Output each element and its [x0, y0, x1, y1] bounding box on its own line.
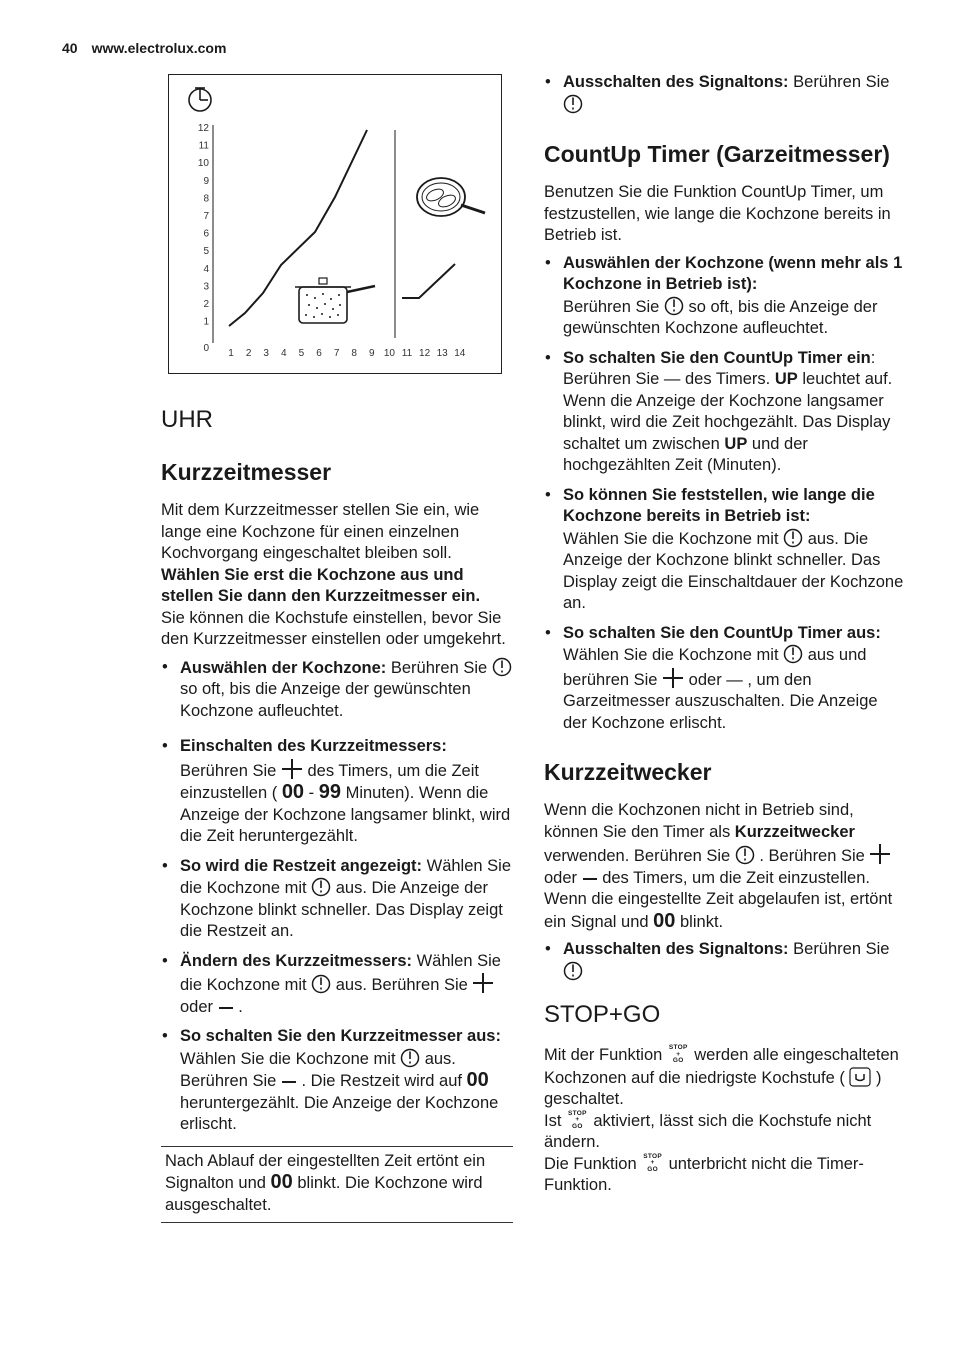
list-item: • So schalten Sie den Kurzzeitmesser aus: Wählen Sie die Kochzone mit aus. Berühren Sie . Die Restzeit wird auf 00 heruntergezählt. Die Anzeige der Kochzone erlischt.: [161, 1026, 513, 1136]
x-tick-label: 7: [333, 348, 340, 359]
paragraph: Mit der Funktion STOP + GO werden alle eingeschalteten Kochzonen auf die niedrigste Kochstufe ( ) geschaltet. Ist STOP + GO aktiviert, lässt sich die Kochstufe nicht ändern. Die Funktion STOP + GO unterbricht nicht die Timer-Funktion.: [544, 1044, 899, 1194]
paragraph: Benutzen Sie die Funktion CountUp Timer, um festzustellen, wie lange die Kochzone bereits in Betrieb ist.: [544, 183, 891, 244]
x-tick-label: 5: [298, 348, 305, 359]
stop-go-icon: STOP + GO: [643, 1152, 662, 1173]
display-digits: 99: [318, 781, 341, 803]
bullet-list: [161, 657, 513, 1136]
list-item: • So können Sie feststellen, wie lange die Kochzone bereits in Betrieb ist: Wählen Sie die Kochzone mit aus. Die Anzeige der Kochzone blinkt schneller. Das Display zeigt die Einschaltdauer der Kochzone an.: [544, 485, 904, 615]
website-link[interactable]: www.electrolux.com: [91, 40, 227, 56]
x-tick-label: 11: [401, 348, 413, 359]
section-title-kurzzeitmesser: Kurzzeitmesser: [161, 459, 332, 485]
x-tick-label: 4: [281, 348, 287, 359]
timer-touch-icon: [563, 961, 583, 981]
x-tick-label: 3: [263, 348, 269, 359]
list-item: • Ausschalten des Signaltons: Berühren Sie: [544, 939, 904, 983]
y-tick-label: 8: [203, 193, 209, 205]
timer-touch-icon: [400, 1048, 420, 1068]
x-tick-label: 6: [316, 348, 322, 359]
timer-touch-icon: [492, 657, 512, 677]
y-tick-label: 4: [203, 263, 209, 275]
y-tick-label: 6: [203, 228, 209, 240]
bullet-list: [544, 939, 904, 983]
list-item: • Auswählen der Kochzone: Berühren Sie so oft, bis die Anzeige der gewünschten Kochzone aufleuchtet.: [161, 657, 513, 723]
display-digits: 00: [466, 1069, 489, 1091]
clock-icon: [189, 88, 211, 111]
list-item: • So schalten Sie den CountUp Timer aus: Wählen Sie die Kochzone mit aus und berühren Sie oder — , um den Garzeitmesser auszuschalten. Die Anzeige der Kochzone erlischt.: [544, 623, 904, 735]
minus-icon: [218, 1000, 234, 1016]
pan-icon: [417, 178, 485, 216]
plus-icon: [281, 758, 303, 780]
x-tick-label: 10: [383, 348, 395, 359]
y-tick-label: 2: [203, 299, 209, 310]
power-curve-short: [402, 264, 455, 298]
section-title-countup: CountUp Timer (Garzeitmesser): [544, 141, 890, 167]
list-item: • Auswählen der Kochzone (wenn mehr als 1 Kochzone in Betrieb ist): Berühren Sie so oft, bis die Anzeige der gewünschten Kochzone aufleuchtet.: [544, 253, 904, 340]
timer-touch-icon: [783, 644, 803, 664]
x-tick-label: 12: [419, 348, 431, 359]
timer-touch-icon: [735, 845, 755, 865]
list-item: • Einschalten des Kurzzeitmessers: Berühren Sie des Timers, um die Zeit einzustellen ( 00 - 99 Minuten). Wenn die Anzeige der Kochzone langsamer blinkt, wird die Zeit heruntergezählt.: [161, 736, 513, 848]
note-box: Nach Ablauf der eingestellten Zeit ertönt ein Signalton und 00 blinkt. Die Kochzone wird ausgeschaltet.: [161, 1146, 513, 1224]
y-tick-label: 7: [203, 211, 209, 222]
display-digits: 00: [270, 1171, 293, 1193]
display-up: UP: [724, 434, 748, 453]
paragraph: Wenn die Kochzonen nicht in Betrieb sind, können Sie den Timer als Kurzzeitwecker verwenden. Berühren Sie . Berühren Sie oder des Timers, um die Zeit einzustellen. Wenn die eingestellte Zeit abgelaufen ist, ertönt ein Signal und 00 blinkt.: [544, 801, 893, 932]
x-tick-label: 2: [245, 348, 252, 359]
timer-figure: [168, 74, 502, 374]
page-header: [62, 38, 226, 60]
y-tick-label: 1: [203, 316, 209, 328]
page-number: 40: [62, 40, 78, 56]
y-tick-label: 9: [203, 175, 209, 187]
plus-icon: [662, 667, 684, 689]
list-item: • So wird die Restzeit angezeigt: Wählen Sie die Kochzone mit aus. Die Anzeige der Kochzone blinkt schneller. Das Display zeigt die Restzeit an.: [161, 856, 513, 943]
bullet-list: [544, 253, 904, 735]
minus-icon: [582, 871, 598, 887]
x-tick-label: 9: [369, 348, 375, 359]
timer-touch-icon: [783, 528, 803, 548]
y-tick-label: 3: [203, 281, 209, 293]
stop-go-icon: STOP + GO: [668, 1044, 688, 1064]
y-tick-label: 10: [197, 158, 209, 170]
plus-icon: [869, 843, 891, 865]
list-item: • Ändern des Kurzzeitmessers: Wählen Sie die Kochzone mit aus. Berühren Sie oder .: [161, 951, 513, 1019]
stop-go-icon: STOP + GO: [568, 1109, 587, 1130]
paragraph: Mit dem Kurzzeitmesser stellen Sie ein, wie lange eine Kochzone für einen einzelnen Kochvorgang eingeschaltet bleiben soll. Wählen Sie erst die Kochzone aus und stellen Sie dann den Kurzzeitmesser ein. Sie können die Kochstufe einstellen, bevor Sie den Kurzzeitmesser einstellen oder umgekehrt.: [161, 501, 506, 648]
section-title-uhr: UHR: [161, 406, 213, 433]
section-title-kurzzeitwecker: Kurzzeitwecker: [544, 759, 712, 785]
x-tick-label: 1: [228, 348, 234, 359]
timer-diagram: [169, 75, 501, 373]
x-tick-label: 14: [454, 348, 466, 359]
timer-touch-icon: [311, 974, 331, 994]
section-title-stopgo: STOP+GO: [544, 1001, 661, 1028]
x-tick-label: 13: [436, 348, 448, 359]
display-up: UP: [774, 370, 798, 388]
list-item: • Ausschalten des Signaltons: Berühren Sie: [544, 72, 904, 116]
bullet-list: [544, 72, 904, 116]
plus-icon: [472, 972, 494, 994]
timer-touch-icon: [311, 877, 331, 897]
timer-touch-icon: [563, 94, 583, 114]
lowest-level-icon: [849, 1067, 871, 1087]
list-item: • So schalten Sie den CountUp Timer ein: Berühren Sie — des Timers. UP leuchtet auf. Wenn die Anzeige der Kochzone langsamer blinkt, wird die Zeit hochgezählt. Das Display schaltet um zwischen UP und der hochgezählten Zeit (Minuten).: [544, 348, 904, 477]
x-tick-label: 8: [351, 348, 357, 359]
display-digits: 00: [281, 781, 305, 803]
y-tick-label: 12: [197, 123, 209, 134]
timer-touch-icon: [664, 296, 684, 316]
left-column: [161, 398, 513, 1223]
y-tick-label: 11: [198, 140, 209, 152]
right-column: [544, 72, 904, 1203]
y-tick-label: 0: [203, 343, 209, 354]
y-tick-label: 5: [203, 246, 209, 258]
minus-icon: [281, 1074, 297, 1090]
pot-icon: [295, 278, 375, 323]
display-digits: 00: [653, 909, 676, 932]
